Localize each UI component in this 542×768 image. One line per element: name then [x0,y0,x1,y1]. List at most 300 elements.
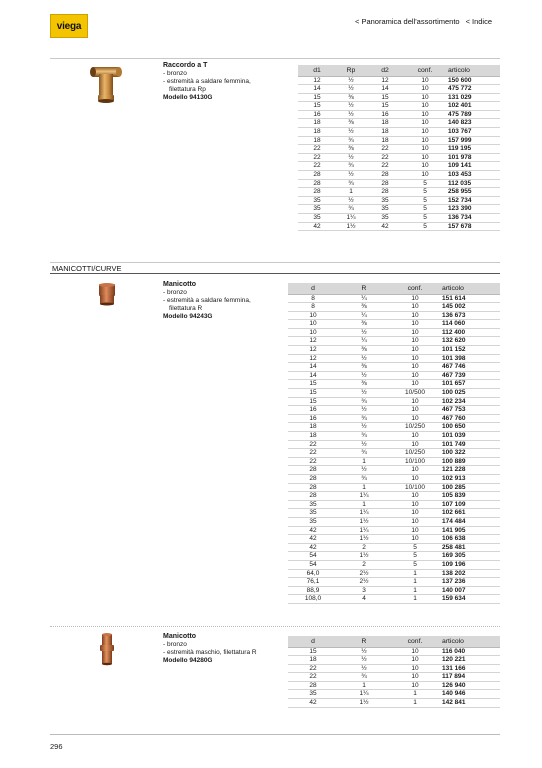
table-cell: 28 [288,483,338,492]
table-row [288,552,500,561]
table-row [288,389,500,398]
article-number: 140 823 [446,119,500,128]
table-cell: 28 [298,188,336,197]
table-cell: 10 [390,311,440,320]
table-cell: 22 [366,153,404,162]
table-cell: 10 [404,102,446,111]
table-cell: 10/100 [390,483,440,492]
table-cell: 10 [390,328,440,337]
table-row [288,406,500,415]
column-header: conf. [390,283,440,294]
table-cell: 10 [390,517,440,526]
table-cell: 28 [298,171,336,180]
table-cell: 10 [390,303,440,312]
article-number: 467 739 [440,371,500,380]
table-cell: 1½ [338,535,390,544]
table-cell: 1¼ [338,492,390,501]
table-cell: 18 [298,128,336,137]
table-cell: 1 [338,500,390,509]
article-number: 106 638 [440,535,500,544]
table-cell: ¼ [338,311,390,320]
article-number: 120 221 [440,656,500,665]
table-cell: ½ [338,389,390,398]
table-cell: ½ [336,76,366,85]
table-row [288,690,500,699]
table-row [288,560,500,569]
table-cell: 18 [366,128,404,137]
table-cell: ⅜ [338,346,390,355]
table-cell: 12 [288,346,338,355]
table-row [288,457,500,466]
table-cell: 15 [366,93,404,102]
table-row [288,517,500,526]
product-section-socket-female [50,276,500,616]
table-cell: ¾ [338,397,390,406]
table-cell: 10 [390,294,440,303]
table-header-row [288,636,500,647]
table-cell: 10 [404,153,446,162]
product-section-tee [50,58,500,248]
table-row [298,93,500,102]
table-row [298,214,500,223]
table-cell: 18 [298,119,336,128]
table-cell: 35 [298,205,336,214]
table-cell: 1½ [338,552,390,561]
product-bullet: - estremità maschio, filettatura R [163,649,257,656]
article-number: 174 484 [440,517,500,526]
article-number: 117 894 [440,673,500,682]
product-bullet: - bronzo [163,70,187,77]
table-cell: 3 [338,586,390,595]
table-cell: 10 [390,397,440,406]
table-cell: 16 [288,406,338,415]
table-cell: ⅜ [338,380,390,389]
table-cell: 12 [288,354,338,363]
article-number: 145 002 [440,303,500,312]
table-cell: 10 [390,320,440,329]
article-number: 159 634 [440,595,500,604]
table-cell: ¾ [338,449,390,458]
table-cell: 76,1 [288,578,338,587]
table-cell: 28 [366,179,404,188]
table-cell: 28 [288,466,338,475]
table-cell: 28 [366,188,404,197]
table-row [298,85,500,94]
table-row [298,196,500,205]
table-cell: ¾ [336,136,366,145]
table-row [298,128,500,137]
table-cell: 10 [390,509,440,518]
table-row [288,474,500,483]
table-cell: 5 [390,560,440,569]
table-row [288,328,500,337]
product-model: Modello 94130G [163,94,213,101]
table-cell: 10 [390,346,440,355]
article-number: 100 025 [440,389,500,398]
table-cell: ¾ [336,179,366,188]
table-cell: 5 [404,196,446,205]
article-number: 131 029 [446,93,500,102]
table-cell: 12 [298,76,336,85]
table-row [288,569,500,578]
table-cell: 35 [288,509,338,518]
product-title: Manicotto [163,633,197,640]
article-number: 152 734 [446,196,500,205]
article-number: 137 236 [440,578,500,587]
table-cell: ⅜ [336,145,366,154]
article-number: 467 746 [440,363,500,372]
table-cell: 42 [288,526,338,535]
table-cell: 10 [404,162,446,171]
article-number: 157 678 [446,222,500,231]
table-cell: 10 [390,466,440,475]
table-cell: 15 [288,647,338,656]
table-cell: 14 [288,363,338,372]
article-number: 131 166 [440,664,500,673]
article-table [288,283,500,604]
table-cell: 22 [298,162,336,171]
table-cell: 42 [366,222,404,231]
table-cell: 1 [390,586,440,595]
table-cell: 22 [366,162,404,171]
table-cell: 5 [390,552,440,561]
table-row [288,664,500,673]
overview-link-label: Panoramica dell'assortimento [361,17,460,26]
table-cell: 22 [288,664,338,673]
table-cell: 10/250 [390,449,440,458]
table-cell: 42 [298,222,336,231]
product-bullet: - estremità a saldare femmina, filettatura Rp [163,78,251,93]
column-header: Rp [336,65,366,76]
article-number: 157 999 [446,136,500,145]
article-number: 101 749 [440,440,500,449]
table-cell: 10 [288,328,338,337]
table-cell: 18 [366,119,404,128]
product-description [163,281,275,321]
table-cell: 10 [404,119,446,128]
table-cell: ¾ [338,432,390,441]
article-number: 103 767 [446,128,500,137]
product-model: Modello 94280G [163,657,213,664]
table-cell: 12 [288,337,338,346]
article-number: 112 400 [440,328,500,337]
product-title: Raccordo a T [163,62,208,69]
table-row [288,380,500,389]
table-cell: 10 [390,337,440,346]
column-header: conf. [390,636,440,647]
table-cell: 22 [288,449,338,458]
table-cell: 1 [338,681,390,690]
table-row [288,311,500,320]
table-row [288,423,500,432]
table-cell: 22 [366,145,404,154]
article-number: 101 398 [440,354,500,363]
table-cell: 18 [366,136,404,145]
table-row [288,509,500,518]
section-divider [50,734,500,735]
table-row [288,595,500,604]
table-cell: 1 [390,595,440,604]
column-header: d [288,636,338,647]
table-cell: ½ [336,171,366,180]
table-cell: ½ [336,196,366,205]
table-cell: 10/500 [390,389,440,398]
article-number: 101 978 [446,153,500,162]
index-link-label: Indice [471,17,492,26]
table-cell: 15 [298,102,336,111]
table-row [288,432,500,441]
table-cell: 5 [404,188,446,197]
article-number: 109 141 [446,162,500,171]
table-cell: 35 [288,517,338,526]
table-row [288,363,500,372]
table-row [288,526,500,535]
table-row [288,699,500,708]
article-number: 467 753 [440,406,500,415]
article-number: 100 650 [440,423,500,432]
table-cell: 12 [366,76,404,85]
table-row [288,535,500,544]
article-number: 101 657 [440,380,500,389]
product-bullet: - bronzo [163,641,187,648]
article-number: 132 620 [440,337,500,346]
table-cell: 10 [404,171,446,180]
article-number: 116 040 [440,647,500,656]
article-number: 136 734 [446,214,500,223]
table-cell: 1 [338,483,390,492]
table-cell: 22 [298,145,336,154]
table-cell: 5 [404,205,446,214]
article-number: 100 285 [440,483,500,492]
column-header: articolo [446,65,500,76]
table-row [288,337,500,346]
table-cell: ¾ [336,205,366,214]
table-cell: 14 [298,85,336,94]
product-bullet: - bronzo [163,289,187,296]
table-cell: ½ [336,110,366,119]
table-row [298,162,500,171]
table-cell: 10 [390,535,440,544]
table-cell: 10/250 [390,423,440,432]
article-table [298,65,500,231]
table-cell: ½ [336,153,366,162]
table-cell: 14 [366,85,404,94]
table-cell: 18 [288,432,338,441]
column-header: conf. [404,65,446,76]
chevron-left-icon: < [465,17,470,26]
article-number: 109 196 [440,560,500,569]
table-row [288,414,500,423]
table-cell: 42 [288,535,338,544]
table-row [288,543,500,552]
table-cell: 2½ [338,578,390,587]
table-cell: 2½ [338,569,390,578]
table-cell: 10 [390,656,440,665]
table-cell: 15 [288,397,338,406]
table-cell: 4 [338,595,390,604]
table-cell: 10 [390,406,440,415]
table-cell: 35 [298,196,336,205]
table-row [288,371,500,380]
column-header: d2 [366,65,404,76]
table-cell: 1¼ [338,690,390,699]
table-cell: ½ [338,664,390,673]
table-cell: 88,9 [288,586,338,595]
table-row [288,681,500,690]
table-cell: 1½ [338,517,390,526]
table-cell: 10 [288,311,338,320]
article-number: 475 789 [446,110,500,119]
table-cell: 28 [298,179,336,188]
table-cell: 18 [288,656,338,665]
product-description [163,633,257,665]
table-cell: 10 [404,76,446,85]
table-cell: ¼ [338,337,390,346]
table-cell: ½ [338,354,390,363]
article-number: 142 841 [440,699,500,708]
table-row [288,440,500,449]
table-row [298,102,500,111]
product-description [163,62,263,102]
article-number: 119 195 [446,145,500,154]
table-cell: 42 [288,699,338,708]
table-cell: ½ [336,102,366,111]
table-cell: ½ [338,647,390,656]
table-cell: 1¼ [338,526,390,535]
table-cell: 108,0 [288,595,338,604]
page-number: 296 [50,742,63,751]
table-row [298,119,500,128]
article-number: 136 673 [440,311,500,320]
table-cell: 16 [366,110,404,119]
article-number: 101 039 [440,432,500,441]
table-cell: 15 [298,93,336,102]
table-cell: 10 [390,440,440,449]
table-row [298,179,500,188]
table-cell: 35 [288,500,338,509]
table-header-row [298,65,500,76]
overview-link[interactable] [355,17,460,26]
table-row [288,346,500,355]
top-nav [355,17,492,26]
table-cell: 10/100 [390,457,440,466]
article-number: 112 035 [446,179,500,188]
table-cell: 10 [288,320,338,329]
table-cell: ½ [338,656,390,665]
table-cell: ½ [338,466,390,475]
table-cell: ¾ [338,474,390,483]
table-cell: ⅜ [338,363,390,372]
table-cell: 28 [366,171,404,180]
article-number: 475 772 [446,85,500,94]
table-cell: 2 [338,543,390,552]
chevron-left-icon: < [355,17,360,26]
table-row [288,483,500,492]
table-row [288,466,500,475]
index-link[interactable] [466,17,492,26]
section-divider [50,58,500,59]
column-header: d1 [298,65,336,76]
article-number: 102 913 [440,474,500,483]
table-row [288,354,500,363]
article-number: 258 481 [440,543,500,552]
table-row [298,222,500,231]
table-cell: ⅜ [338,320,390,329]
table-cell: 10 [390,432,440,441]
table-row [298,188,500,197]
table-row [298,153,500,162]
product-bullet: - estremità a saldare femmina, filettatura R [163,297,251,312]
table-cell: 1 [390,578,440,587]
table-row [298,136,500,145]
table-row [288,303,500,312]
article-number: 121 228 [440,466,500,475]
table-cell: ⅜ [336,93,366,102]
table-cell: 10 [390,363,440,372]
table-cell: ¾ [338,673,390,682]
tee-fitting-image [88,64,124,104]
socket-fitting-image [98,632,116,666]
table-row [298,205,500,214]
table-row [298,76,500,85]
table-cell: 10 [404,136,446,145]
table-cell: 10 [404,145,446,154]
table-cell: 5 [404,179,446,188]
table-cell: 54 [288,560,338,569]
table-cell: 10 [390,354,440,363]
article-number: 107 109 [440,500,500,509]
table-cell: 10 [390,664,440,673]
table-cell: 8 [288,303,338,312]
table-cell: 28 [288,681,338,690]
product-title: Manicotto [163,281,197,288]
viega-logo: viega [50,14,88,38]
table-row [288,449,500,458]
table-row [288,500,500,509]
table-cell: 1¼ [336,214,366,223]
table-cell: 10 [390,647,440,656]
table-row [298,171,500,180]
table-cell: ½ [336,85,366,94]
table-cell: 16 [288,414,338,423]
article-number: 100 322 [440,449,500,458]
table-cell: 1¼ [338,509,390,518]
table-row [298,145,500,154]
article-number: 138 202 [440,569,500,578]
table-cell: ½ [338,406,390,415]
column-header: R [338,283,390,294]
section-title: MANICOTTI/CURVE [50,262,500,274]
table-cell: 10 [404,110,446,119]
table-cell: 10 [390,380,440,389]
table-header-row [288,283,500,294]
table-cell: 10 [390,673,440,682]
table-cell: 10 [390,500,440,509]
table-cell: 10 [390,474,440,483]
table-cell: 64,0 [288,569,338,578]
table-cell: 10 [390,414,440,423]
table-row [288,320,500,329]
table-cell: 22 [288,673,338,682]
table-cell: 1½ [338,699,390,708]
table-row [288,656,500,665]
table-cell: ½ [336,128,366,137]
table-cell: 1 [338,457,390,466]
table-cell: 5 [404,214,446,223]
table-cell: ½ [338,371,390,380]
article-number: 123 390 [446,205,500,214]
article-number: 258 955 [446,188,500,197]
